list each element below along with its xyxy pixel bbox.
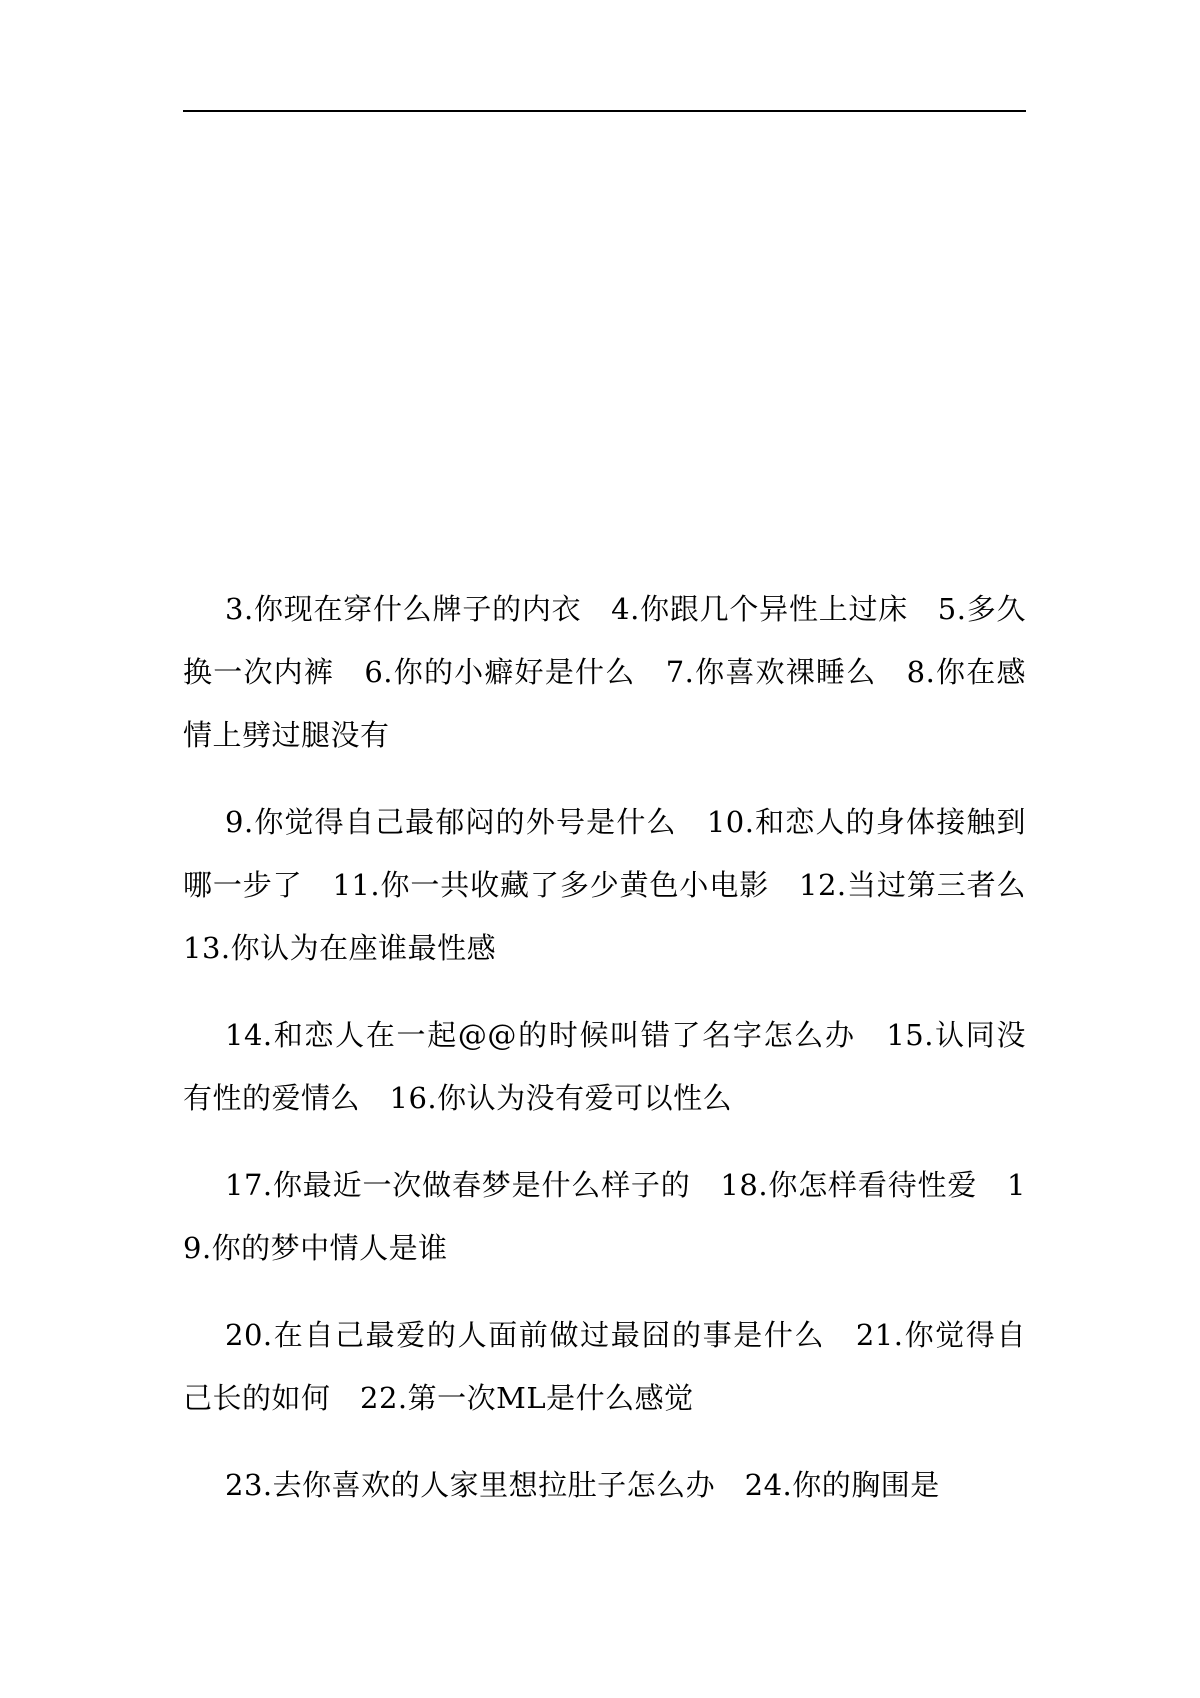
paragraph-questions-3-8: 3.你现在穿什么牌子的内衣 4.你跟几个异性上过床 5.多久换一次内裤 6.你的小癖好是什么 7.你喜欢裸睡么 8.你在感情上劈过腿没有: [183, 592, 1026, 752]
paragraph-questions-9-13: 9.你觉得自己最郁闷的外号是什么 10.和恋人的身体接触到哪一步了 11.你一共收藏了多少黄色小电影 12.当过第三者么 13.你认为在座谁最性感: [183, 805, 1056, 965]
paragraph-questions-23-24: 23.去你喜欢的人家里想拉肚子怎么办 24.你的胸围是: [225, 1468, 940, 1502]
paragraph-questions-20-22: 20.在自己最爱的人面前做过最囧的事是什么 21.你觉得自己长的如何 22.第一次ML是什么感觉: [183, 1318, 1026, 1415]
paragraph-questions-17-19: 17.你最近一次做春梦是什么样子的 18.你怎样看待性爱 19.你的梦中情人是谁: [183, 1168, 1026, 1265]
header-rule: [183, 110, 1026, 112]
document-body: [183, 578, 1056, 1541]
paragraph-questions-14-16: 14.和恋人在一起@@的时候叫错了名字怎么办 15.认同没有性的爱情么 16.你认为没有爱可以性么: [183, 1018, 1026, 1115]
